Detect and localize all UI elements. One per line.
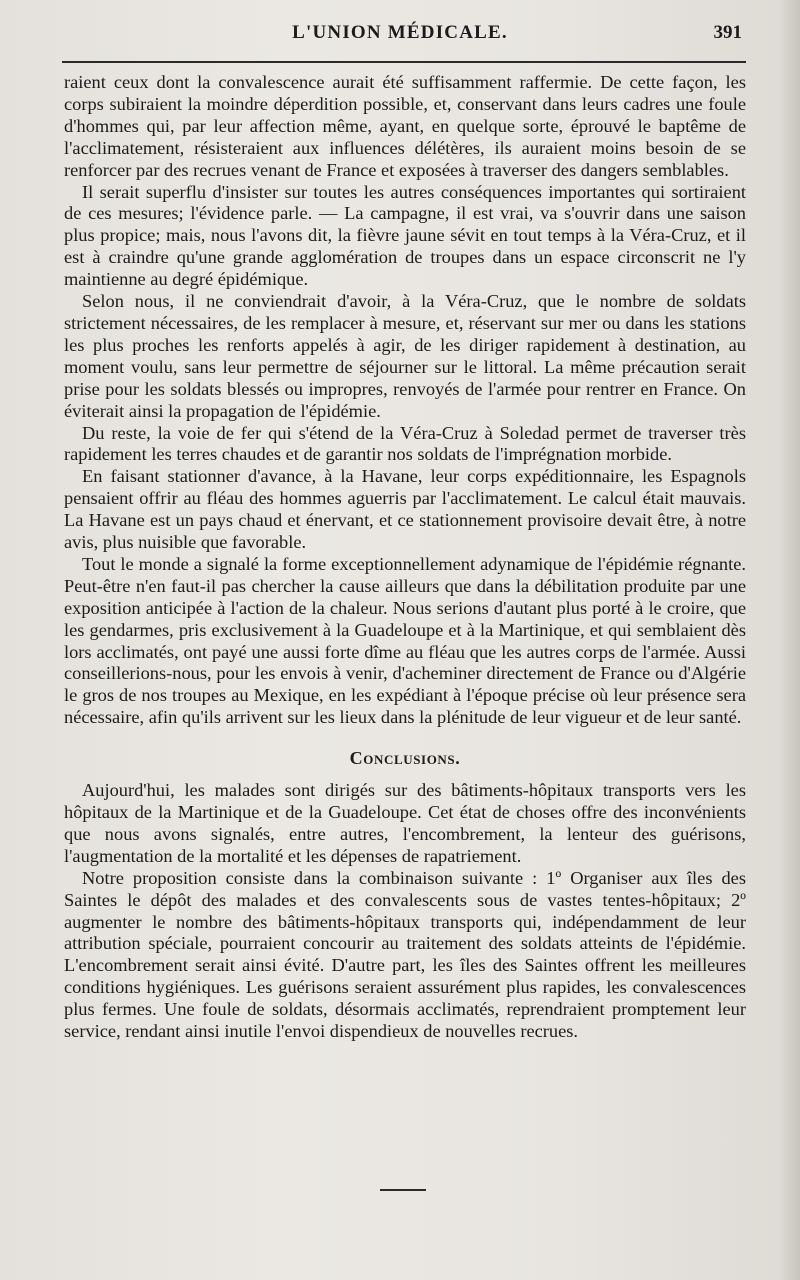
paragraph: raient ceux dont la convalescence aurait été suffisamment raffermie. De cette façon, les corps subiraient la moindre déperdition possible, et, conservant dans leurs cadres une foule d'hommes qui, par leur affection même, ayant, en quelque sorte, éprouvé le baptême de l'acclimatement, résisteraient aux influences délétères, ils auraient moins besoin de se renforcer par des recrues venant de France et exposées à traverser des dangers semblables. bbox=[64, 72, 746, 180]
paragraph: En faisant stationner d'avance, à la Havane, leur corps expéditionnaire, les Espagnols pensaient offrir au fléau des hommes aguerris par l'acclimatement. Le calcul était mauvais. La Havane est un pays chaud et énervant, et ce stationnement provisoire devait être, à notre avis, plus nuisible que favorable. bbox=[64, 466, 746, 553]
page-number: 391 bbox=[713, 22, 742, 43]
paragraph: Aujourd'hui, les malades sont dirigés sur des bâtiments-hôpitaux transports vers les hôpitaux de la Martinique et de la Guadeloupe. Cet état de choses offre des inconvénients que nous avons signalés, entre autres, l'encombrement, la lenteur des guérisons, l'augmentation de la mortalité et les dépenses de rapatriement. bbox=[64, 780, 746, 866]
end-rule bbox=[380, 1189, 426, 1191]
paragraph: Tout le monde a signalé la forme exceptionnellement adynamique de l'épidémie régnante. Peut-être n'en faut-il pas chercher la cause ailleurs que dans la débilitation produite par une exposition anticipée à l'action de la chaleur. Nous serions d'autant plus porté à le croire, que les gendarmes, pris exclusivement à la Guadeloupe et à la Martinique, et qui semblaient dès lors acclimatés, ont payé une aussi forte dîme au fléau que les autres corps de l'armée. Aussi conseillerions-nous, pour les envois à venir, d'acheminer directement de France ou d'Algérie le gros de nos troupes au Mexique, en les expédiant à l'époque précise où leur présence sera nécessaire, afin qu'ils arrivent sur les lieux dans la plénitude de leur vigueur et de leur santé. bbox=[64, 553, 746, 728]
paragraph: Il serait superflu d'insister sur toutes les autres conséquences importantes qui sortiraient de ces mesures; l'évidence parle. — La campagne, il est vrai, va s'ouvrir dans une saison plus propice; mais, nous l'avons dit, la fièvre jaune sévit en tout temps à la Véra-Cruz, et il est à craindre qu'une grande agglomération de troupes dans un espace circonscrit ne l'y maintienne au degré épidémique. bbox=[64, 181, 746, 290]
header-rule bbox=[62, 61, 746, 63]
paragraph: Selon nous, il ne conviendrait d'avoir, à la Véra-Cruz, que le nombre de soldats strictement nécessaires, de les remplacer à mesure, et, réservant sur mer ou dans les stations les plus proches les renforts appelés à agir, de les diriger rapidement à destination, au moment voulu, sans leur permettre de séjourner sur le littoral. La même précaution serait prise pour les soldats blessés ou impropres, renvoyés de l'armée pour rentrer en France. On éviterait ainsi la propagation de l'épidémie. bbox=[64, 291, 746, 421]
running-title: L'UNION MÉDICALE. bbox=[292, 22, 508, 43]
paragraph: Du reste, la voie de fer qui s'étend de la Véra-Cruz à Soledad permet de traverser très rapidement les terres chaudes et de garantir nos soldats de l'imprégnation morbide. bbox=[64, 422, 746, 465]
page-header bbox=[62, 22, 742, 56]
article-body bbox=[64, 72, 746, 1043]
paragraph: Notre proposition consiste dans la combinaison suivante : 1º Organiser aux îles des Saintes le dépôt des malades et des convalescents sous de vastes tentes-hôpitaux; 2º augmenter le nombre des bâtiments-hôpitaux transports qui, indépendamment de leur attribution spéciale, pourraient concourir au traitement des soldats atteints de l'épidémie. L'encombrement serait ainsi évité. D'autre part, les îles des Saintes offrent les meilleures conditions hygiéniques. Les guérisons seraient assurément plus rapides, les convalescences plus fermes. Une foule de soldats, désormais acclimatés, reprendraient promptement leur service, rendant ainsi inutile l'envoi dispendieux de nouvelles recrues. bbox=[64, 867, 746, 1042]
section-heading: Conclusions. bbox=[349, 748, 461, 769]
